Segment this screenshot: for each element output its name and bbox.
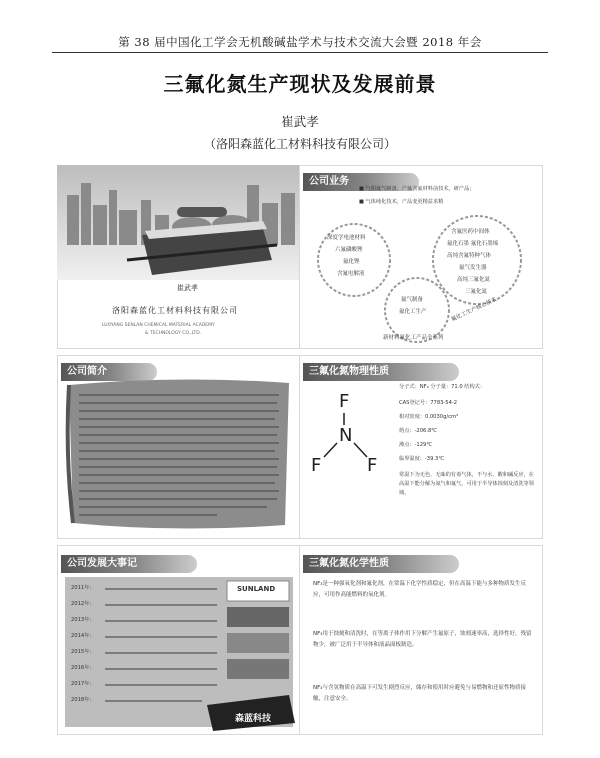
ring-left-3: 氟化锂 <box>343 259 360 265</box>
ring-right-1: 含氟医药中间体 <box>451 229 490 235</box>
event-year-3: 2013年： <box>71 617 95 623</box>
chemical-para-1: NF₃是一种强氧化剂和氟化剂，在常温下化学性质稳定，但在高温下能与多种物质发生反应，可用作高能燃料的氧化剂。 <box>313 581 526 598</box>
slide-chemical <box>299 545 543 735</box>
chemical-para-2: NF₃用于蚀刻和清洗时，在等离子体作用下分解产生氟原子，蚀刻速率高，选择性好，残留物少，被广泛用于半导体和液晶面板制造。 <box>313 631 532 648</box>
slide-events <box>57 545 301 735</box>
ring-arc-label-2: 新材料氟化工产品全系列 <box>383 335 444 341</box>
slide-cover <box>57 165 301 349</box>
physical-item-5: 临界温度：-39.3℃ <box>399 456 445 462</box>
event-year-4: 2014年： <box>71 633 95 639</box>
events-logo-sunland: SUNLAND <box>237 585 276 593</box>
conference-header: 第 38 届中国化工学会无机酸碱盐学术与技术交流大会暨 2018 年会 <box>118 35 482 49</box>
slide-business <box>299 165 543 349</box>
ring-bottom-1: 氟气制备 <box>401 297 424 303</box>
cover-illustration <box>57 165 301 280</box>
header-rule <box>52 52 548 53</box>
event-year-7: 2017年： <box>71 681 95 687</box>
ring-right-2: 氟化石墨 氟化石墨烯 <box>447 241 499 247</box>
intro-banner: 公司简介 <box>61 363 157 381</box>
author-affiliation: （洛阳森蓝化工材料科技有限公司） <box>203 137 396 151</box>
business-line-2: ■ 气体纯化技术，产品变更精益求精 <box>359 199 444 205</box>
chemical-banner: 三氟化氮化学性质 <box>303 555 459 573</box>
cover-company: 洛阳森蓝化工材料科技有限公司 <box>112 306 238 315</box>
physical-description: 常温下为无色、无味的有毒气体，不与水、酸和碱反应，在高温下能分解为氮气和氟气，可用于半导体蚀刻及清洗等领域。 <box>399 472 534 496</box>
event-year-6: 2016年： <box>71 665 95 671</box>
physical-item-2: 相对密度：0.0030g/cm³ <box>399 414 459 420</box>
chemical-para-3: NF₃与含氢物质在高温下可发生剧烈反应，储存和使用时应避免与易燃物和还原性物质接触，注意安全。 <box>313 685 526 702</box>
business-rings-diagram <box>299 165 543 349</box>
nf3-atom-f-top: F <box>339 391 350 412</box>
paper-title: 三氟化氮生产现状及发展前景 <box>163 72 437 96</box>
ring-right-6: 三氟化氮 <box>465 289 488 295</box>
physical-item-1: CAS登记号：7783-54-2 <box>399 400 458 406</box>
slide-intro <box>57 355 301 539</box>
physical-banner: 三氟化氮物理性质 <box>303 363 459 381</box>
author-name: 崔武孝 <box>281 114 319 129</box>
cover-company-en-1: LUOYANG SENLAN CHEMICAL MATERIAL ACADEMY <box>102 323 215 328</box>
ring-right-5: 高纯三氟化氮 <box>457 277 491 283</box>
physical-formula: 分子式：NF₃ 分子量：71.0 结构式： <box>399 384 486 390</box>
event-year-2: 2012年： <box>71 601 95 607</box>
nf3-atom-n: N <box>339 425 353 446</box>
nf3-bonds <box>299 355 399 495</box>
ring-right-4: 氟气发生器 <box>459 265 487 271</box>
event-year-5: 2015年： <box>71 649 95 655</box>
business-line-1: ■ 气相氟气制备，产氟含氟材料前技术，研产品； <box>359 186 475 192</box>
nf3-atom-f-right: F <box>367 455 378 476</box>
physical-item-4: 沸点：-129℃ <box>399 442 433 448</box>
intro-text-scroll <box>57 355 301 539</box>
business-banner: 公司业务 <box>303 173 419 191</box>
events-banner: 公司发展大事记 <box>61 555 197 573</box>
ring-right-3: 高纯含氟特种气体 <box>447 253 492 259</box>
slide-physical <box>299 355 543 539</box>
ring-bottom-2: 氟化工生产 <box>399 309 427 315</box>
event-year-8: 2018年： <box>71 697 95 703</box>
ring-left-2: 六氟磷酸锂 <box>335 247 363 253</box>
physical-item-3: 熔点：-206.8℃ <box>399 428 438 434</box>
events-logo-senlan: 森蓝科技 <box>235 714 272 724</box>
cover-company-en-2: & TECHNOLOGY CO.,LTD. <box>145 331 202 336</box>
cover-presenter: 崔武孝 <box>177 284 198 292</box>
ring-arc-label: 氟化工生产核心技术 <box>450 296 498 324</box>
nf3-atom-f-left: F <box>311 455 322 476</box>
event-year-1: 2011年： <box>71 585 95 591</box>
ring-left-4: 含氟电解液 <box>337 271 365 277</box>
ring-left-1: 深度学电池材料 <box>327 235 366 241</box>
